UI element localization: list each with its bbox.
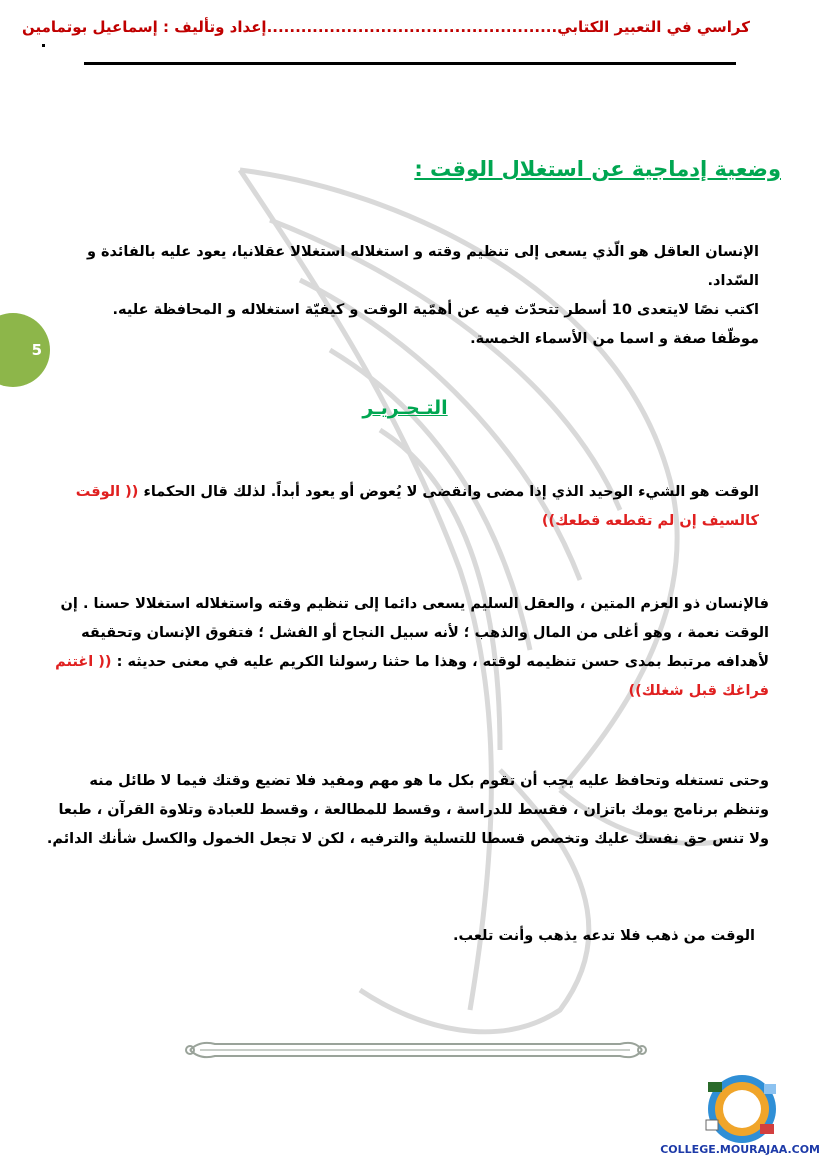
header-dot [42, 44, 45, 47]
assignment-prompt [44, 238, 759, 354]
prompt-line-1: الإنسان العاقل هو الّذي يسعى إلى تنظيم وقته و استغلاله استغلالا عقلانيا، يعود عليه بالفائدة و السّداد. [86, 244, 759, 289]
site-logo-icon [682, 1068, 802, 1150]
header-author: إعداد وتأليف : إسماعيل بوتمامين [21, 18, 267, 36]
paragraph-2 [44, 590, 769, 706]
paragraph-1-text: الوقت هو الشيء الوحيد الذي إذا مضى وانقضى لا يُعوض أو يعود أبداً. لذلك قال الحكماء [143, 484, 759, 500]
header-rule [84, 62, 736, 65]
page-number-badge [0, 313, 50, 387]
prompt-line-3: موظّفا صفة و اسما من الأسماء الخمسة. [470, 331, 759, 347]
page-number: 5 [31, 341, 42, 359]
divider-ornament-icon [180, 1030, 650, 1070]
paragraph-1 [44, 478, 759, 536]
page-title: وضعية إدماجية عن استغلال الوقت : [414, 157, 781, 181]
section-subtitle: التـحـريـر [362, 397, 448, 419]
prompt-line-2: اكتب نصًا لايتعدى 10 أسطر تتحدّث فيه عن أهمّية الوقت و كيفيّة استغلاله و المحافظة عليه. [112, 302, 759, 318]
paragraph-2-text: فالإنسان ذو العزم المتين ، والعقل السليم يسعى دائما إلى تنظيم وقته واستغلاله استغلالا حسنا . إن الوقت نعمة ، وهو أغلى من المال والذهب ؛ لأنه سبيل النجاح أو الفشل ؛ فتفوق الإنسان وتحقيقه لأهدافه مرتبط بمدى حسن تنظيمه لوقته ، وهذا ما حثنا رسولنا الكريم عليه في معنى حديثه : [60, 596, 769, 670]
site-url: COLLEGE.MOURAJAA.COM [660, 1143, 820, 1156]
paragraph-1-quote: (( الوقت كالسيف إن لم تقطعه قطعك)) [75, 484, 759, 529]
paragraph-4: الوقت من ذهب فلا تدعه يذهب وأنت تلعب. [453, 928, 755, 944]
header-dots: ................................................... [266, 18, 558, 36]
paragraph-2-quote: (( اغتنم فراغك قبل شغلك)) [55, 654, 769, 699]
page-header [21, 10, 750, 44]
header-right-text: كراسي في التعبير الكتابي [557, 18, 750, 36]
paragraph-3: وحتى تستغله وتحافظ عليه يجب أن تقوم بكل ما هو مهم ومفيد فلا تضيع وقتك فيما لا طائل منه وتنظم برنامج يومك باتزان ، فقسط للدراسة ، وقسط للمطالعة ، وقسط للعبادة وتلاوة القرآن ، طبعا ولا تنس حق نفسك عليك وتخصص قسطا للتسلية والترفيه ، لكن لا تجعل الخمول والكسل شأنك الدائم. [46, 773, 769, 847]
